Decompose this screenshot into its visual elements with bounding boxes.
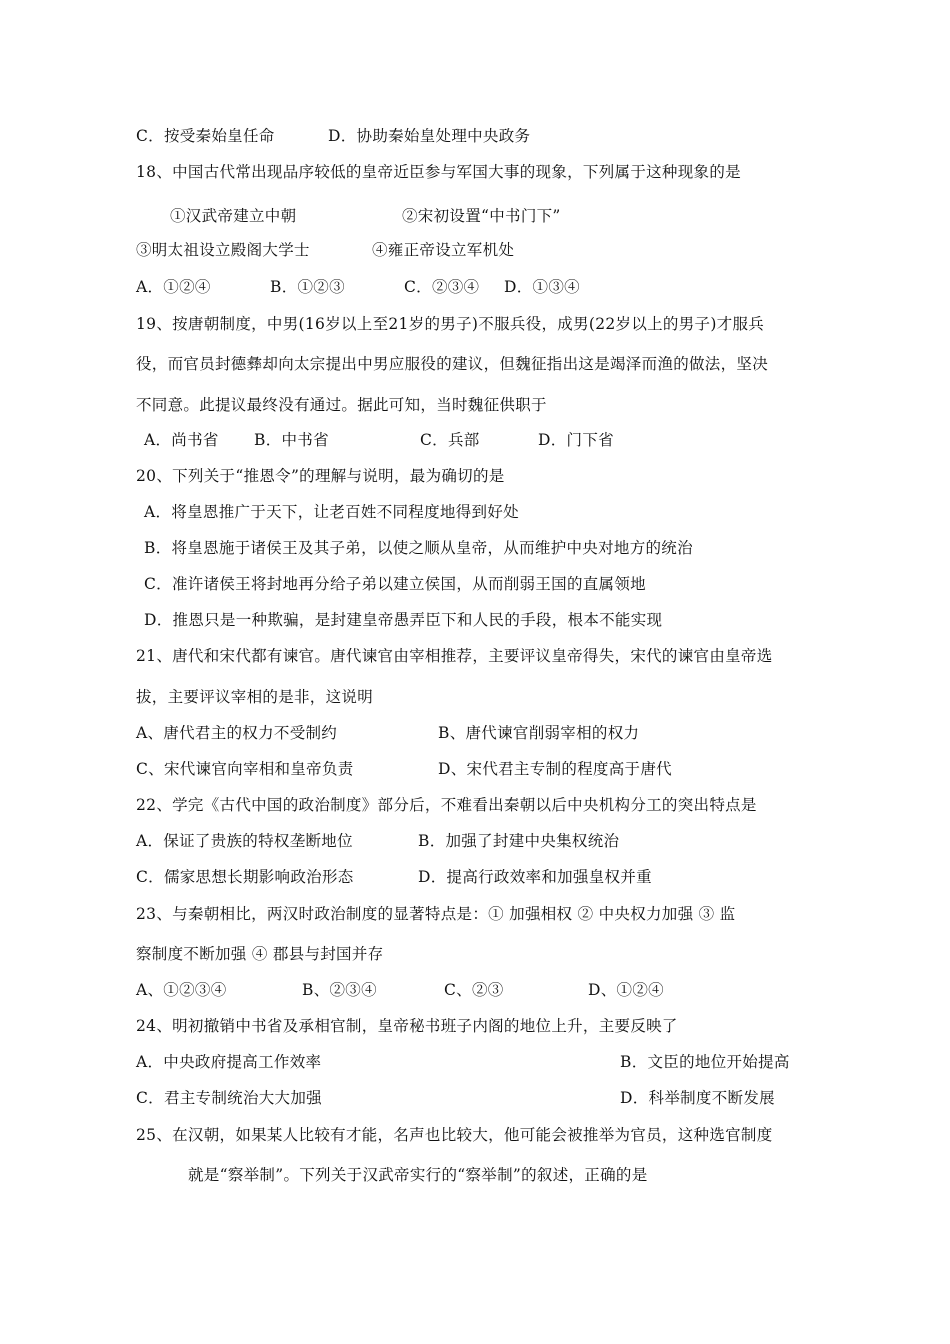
q20-option-d: D．推恩只是一种欺骗，是封建皇帝愚弄臣下和人民的手段，根本不能实现	[144, 611, 663, 629]
q19-option-b: B．中书省	[254, 431, 329, 449]
q23-stem-2: 察制度不断加强 ④ 郡县与封国并存	[136, 945, 384, 963]
q17-option-d: D．协助秦始皇处理中央政务	[328, 127, 531, 145]
q19-stem-2: 役，而官员封德彝却向太宗提出中男应服役的建议，但魏征指出这是竭泽而渔的做法，坚决	[136, 355, 769, 373]
q22-stem: 22、学完《古代中国的政治制度》部分后，不难看出秦朝以后中央机构分工的突出特点是	[136, 796, 757, 814]
q18-stem: 18、中国古代常出现品序较低的皇帝近臣参与军国大事的现象，下列属于这种现象的是	[136, 163, 741, 181]
q24-option-d: D．科举制度不断发展	[620, 1089, 775, 1107]
q18-item-3: ③明太祖设立殿阁大学士	[136, 241, 310, 259]
q18-item-1: ①汉武帝建立中朝	[170, 207, 297, 225]
q22-option-d: D．提高行政效率和加强皇权并重	[418, 868, 652, 886]
q25-stem-1: 25、在汉朝，如果某人比较有才能，名声也比较大，他可能会被推举为官员，这种选官制度	[136, 1126, 773, 1144]
q19-option-a: A．尚书省	[144, 431, 219, 449]
q20-option-c: C．准许诸侯王将封地再分给子弟以建立侯国，从而削弱王国的直属领地	[144, 575, 646, 593]
q22-option-a: A．保证了贵族的特权垄断地位	[136, 832, 353, 850]
q20-option-b: B．将皇恩施于诸侯王及其子弟，以使之顺从皇帝，从而维护中央对地方的统治	[144, 539, 693, 557]
q21-stem-1: 21、唐代和宋代都有谏官。唐代谏官由宰相推荐，主要评议皇帝得失，宋代的谏官由皇帝选	[136, 647, 773, 665]
q21-option-c: C、宋代谏官向宰相和皇帝负责	[136, 760, 354, 778]
q23-option-b: B、②③④	[302, 981, 377, 999]
q23-option-a: A、①②③④	[136, 981, 227, 999]
q24-option-a: A．中央政府提高工作效率	[136, 1053, 322, 1071]
q24-stem: 24、明初撤销中书省及承相官制，皇帝秘书班子内阁的地位上升，主要反映了	[136, 1017, 678, 1035]
q21-stem-2: 拔，主要评议宰相的是非，这说明	[136, 688, 374, 706]
q21-option-a: A、唐代君主的权力不受制约	[136, 724, 338, 742]
q23-option-d: D、①②④	[588, 981, 664, 999]
q18-option-b: B．①②③	[270, 278, 345, 296]
q18-item-4: ④雍正帝设立军机处	[372, 241, 515, 259]
q24-option-b: B．文臣的地位开始提高	[620, 1053, 790, 1071]
q23-stem-1: 23、与秦朝相比，两汉时政治制度的显著特点是：① 加强相权 ② 中央权力加强 ③ 监	[136, 905, 736, 923]
q19-option-d: D．门下省	[538, 431, 614, 449]
q23-option-c: C、②③	[444, 981, 504, 999]
q17-option-c: C．按受秦始皇任命	[136, 127, 275, 145]
q20-option-a: A．将皇恩推广于天下，让老百姓不同程度地得到好处	[144, 503, 519, 521]
q18-option-c: C．②③④	[404, 278, 480, 296]
q25-stem-2: 就是“察举制”。下列关于汉武帝实行的“察举制”的叙述，正确的是	[188, 1166, 648, 1184]
q19-option-c: C．兵部	[420, 431, 480, 449]
q21-option-d: D、宋代君主专制的程度高于唐代	[438, 760, 672, 778]
q18-option-d: D．①③④	[504, 278, 580, 296]
q22-option-c: C．儒家思想长期影响政治形态	[136, 868, 354, 886]
q19-stem-3: 不同意。此提议最终没有通过。据此可知，当时魏征供职于	[136, 396, 547, 414]
q20-stem: 20、下列关于“推恩令”的理解与说明，最为确切的是	[136, 467, 505, 485]
q21-option-b: B、唐代谏官削弱宰相的权力	[438, 724, 640, 742]
q18-item-2: ②宋初设置“中书门下”	[402, 207, 561, 225]
q19-stem-1: 19、按唐朝制度，中男(16岁以上至21岁的男子)不服兵役，成男(22岁以上的男子)才服兵	[136, 315, 765, 333]
q18-option-a: A．①②④	[136, 278, 211, 296]
q22-option-b: B．加强了封建中央集权统治	[418, 832, 620, 850]
q24-option-c: C．君主专制统治大大加强	[136, 1089, 322, 1107]
